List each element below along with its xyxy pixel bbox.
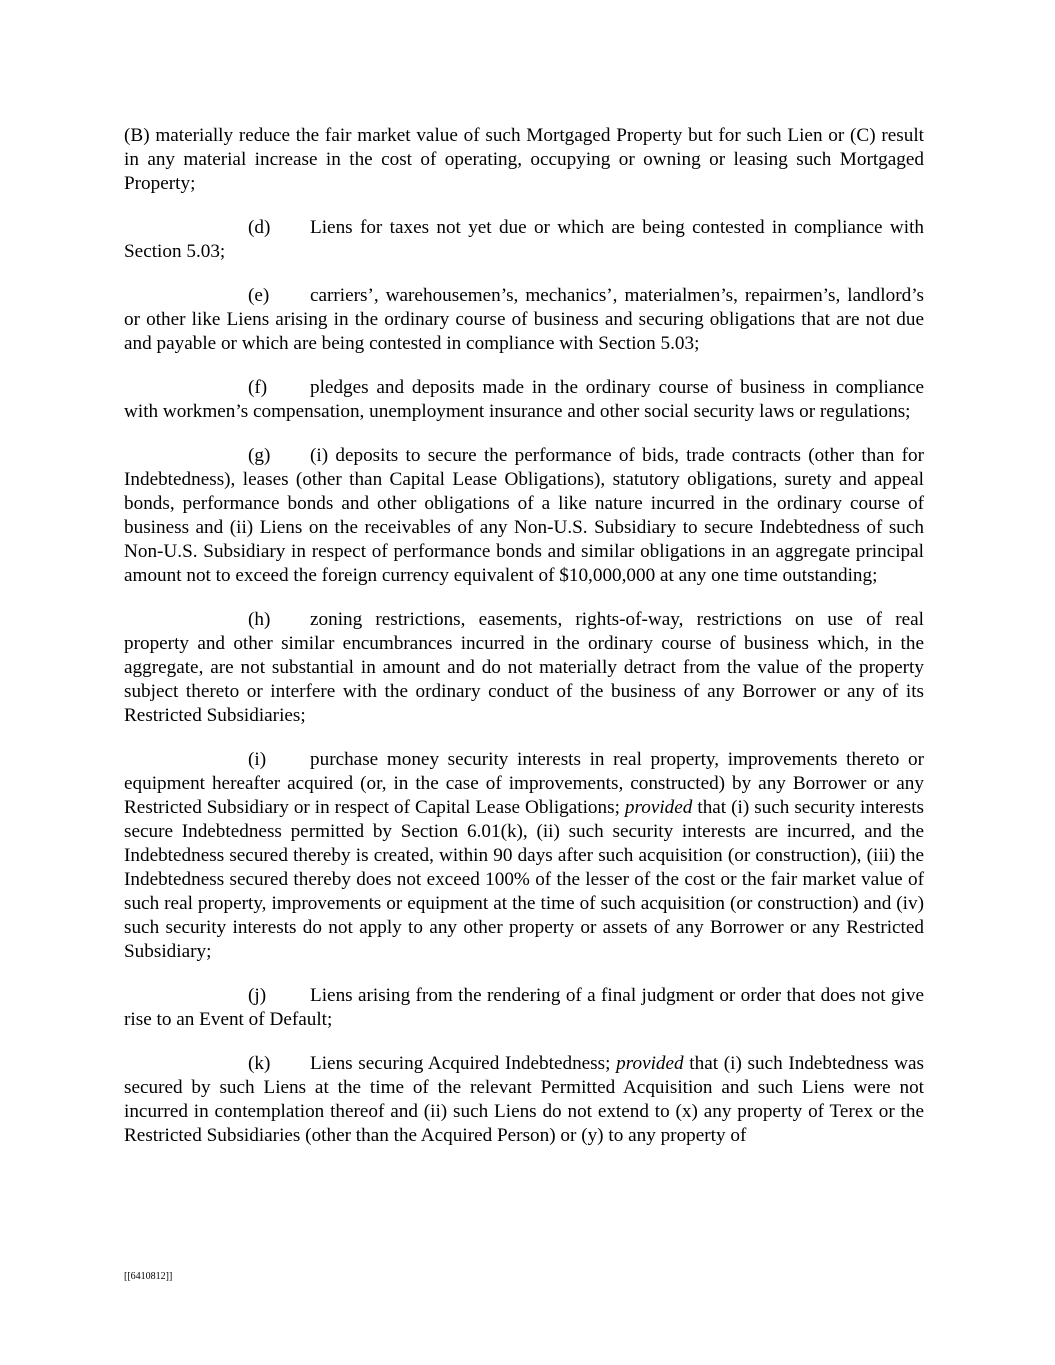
clause-marker: (f) [248, 377, 268, 398]
clause-text: carriers’, warehousemen’s, mechanics’, materialmen’s, repairmen’s, landlord’s or other like Liens arising in the ordinary course of business and securing obligations that are not due and payable or which are being contested in compliance with Section 5.03; [124, 285, 924, 354]
clause-text: zoning restrictions, easements, rights-of-way, restrictions on use of real property and other similar encumbrances incurred in the ordinary course of business which, in the aggregate, are not substantial in amount and do not materially detract from the value of the property subject thereto or interfere with the ordinary conduct of the business of any Borrower or any of its Restricted Subsidiaries; [124, 609, 924, 726]
clause-k [124, 1052, 924, 1148]
clause-marker: (e) [248, 285, 270, 306]
intro-paragraph [124, 124, 924, 196]
clause-g [124, 444, 924, 588]
clause-emphasis: provided [624, 797, 693, 818]
clause-text-before: Liens securing Acquired Indebtedness; [310, 1053, 617, 1074]
clause-d [124, 216, 924, 264]
clause-i [124, 748, 924, 964]
document-body [124, 124, 924, 1168]
clause-marker: (j) [248, 985, 267, 1006]
document-footer-id: [[6410812]] [124, 1271, 173, 1282]
intro-text: (B) materially reduce the fair market value of such Mortgaged Property but for such Lien or (C) result in any material increase in the cost of operating, occupying or owning or leasing such Mortgaged Property; [124, 125, 924, 194]
clause-marker: (k) [248, 1053, 271, 1074]
clause-j [124, 984, 924, 1032]
clause-f [124, 376, 924, 424]
clause-marker: (h) [248, 609, 271, 630]
clause-text-after: that (i) such security interests secure Indebtedness permitted by Section 6.01(k), (ii) such security interests are incurred, and the Indebtedness secured thereby is created, within 90 days after such acquisition (or construction), (iii) the Indebtedness secured thereby does not exceed 100% of the lesser of the cost or the fair market value of such real property, improvements or equipment at the time of such acquisition (or construction) and (iv) such security interests do not apply to any other property or assets of any Borrower or any Restricted Subsidiary; [124, 797, 924, 962]
clause-text: (i) deposits to secure the performance of bids, trade contracts (other than for Indebtedness), leases (other than Capital Lease Obligations), statutory obligations, surety and appeal bonds, performance bonds and other obligations of a like nature incurred in the ordinary course of business and (ii) Liens on the receivables of any Non-U.S. Subsidiary to secure Indebtedness of such Non-U.S. Subsidiary in respect of performance bonds and similar obligations in an aggregate principal amount not to exceed the foreign currency equivalent of $10,000,000 at any one time outstanding; [124, 445, 924, 586]
clause-emphasis: provided [616, 1053, 684, 1074]
clause-marker: (g) [248, 445, 271, 466]
clause-marker: (d) [248, 217, 271, 238]
clause-text: Liens for taxes not yet due or which are being contested in compliance with Section 5.03; [124, 217, 924, 262]
clause-e [124, 284, 924, 356]
clause-text: Liens arising from the rendering of a final judgment or order that does not give rise to an Event of Default; [124, 985, 924, 1030]
clause-marker: (i) [248, 749, 267, 770]
clause-h [124, 608, 924, 728]
clause-text-before: purchase money security interests in real property, improvements thereto or equipment hereafter acquired (or, in the case of improvements, constructed) by any Borrower or any Restricted Subsidiary or in respect of Capital Lease Obligations; [124, 749, 924, 818]
clause-text-after: that (i) such Indebtedness was secured by such Liens at the time of the relevant Permitted Acquisition and such Liens were not incurred in contemplation thereof and (ii) such Liens do not extend to (x) any property of Terex or the Restricted Subsidiaries (other than the Acquired Person) or (y) to any property of [124, 1053, 924, 1146]
clause-text: pledges and deposits made in the ordinary course of business in compliance with workmen’s compensation, unemployment insurance and other social security laws or regulations; [124, 377, 924, 422]
